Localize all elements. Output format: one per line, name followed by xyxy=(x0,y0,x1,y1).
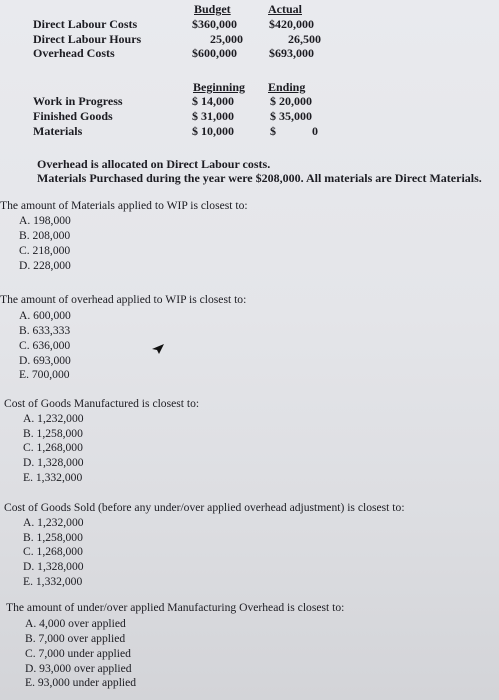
actual-value: $420,000 xyxy=(269,17,314,31)
answer-option[interactable]: B. 7,000 over applied xyxy=(25,632,126,645)
beginning-value: $ 10,000 xyxy=(192,124,234,138)
answer-option[interactable]: A. 600,000 xyxy=(19,309,71,322)
answer-option[interactable]: A. 4,000 over applied xyxy=(25,617,126,630)
answer-option[interactable]: D. 228,000 xyxy=(19,259,71,272)
ending-header: Ending xyxy=(268,80,306,94)
answer-option[interactable]: A. 1,232,000 xyxy=(23,516,84,529)
beginning-header: Beginning xyxy=(193,80,246,94)
budget-header: Budget xyxy=(194,2,231,16)
row-label: Overhead Costs xyxy=(33,46,115,60)
answer-option[interactable]: D. 693,000 xyxy=(19,354,71,367)
answer-option[interactable]: C. 7,000 under applied xyxy=(25,647,131,660)
ending-value: $ 35,000 xyxy=(270,109,312,123)
question-text: The amount of under/over applied Manufacturing Overhead is closest to: xyxy=(6,601,345,614)
answer-option[interactable]: D. 1,328,000 xyxy=(23,456,84,469)
answer-option[interactable]: B. 208,000 xyxy=(19,229,71,242)
budget-value: 25,000 xyxy=(210,32,243,46)
actual-header: Actual xyxy=(268,2,302,16)
row-label: Direct Labour Costs xyxy=(33,17,138,31)
row-label: Materials xyxy=(33,124,83,138)
answer-option[interactable]: E. 1,332,000 xyxy=(23,471,83,484)
answer-option[interactable]: E. 700,000 xyxy=(19,368,70,381)
answer-option[interactable]: A. 198,000 xyxy=(19,214,71,227)
budget-value: $600,000 xyxy=(192,46,237,60)
answer-option[interactable]: C. 1,268,000 xyxy=(23,441,83,454)
answer-option[interactable]: D. 93,000 over applied xyxy=(25,662,132,675)
actual-value: 26,500 xyxy=(288,32,321,46)
ending-value: $ 20,000 xyxy=(270,94,312,108)
beginning-value: $ 31,000 xyxy=(192,109,234,123)
question-text: Cost of Goods Manufactured is closest to: xyxy=(4,397,200,410)
answer-option[interactable]: A. 1,232,000 xyxy=(23,412,84,425)
actual-value: $693,000 xyxy=(269,46,314,60)
answer-option[interactable]: C. 218,000 xyxy=(19,244,71,257)
ending-value: 0 xyxy=(312,124,318,138)
row-label: Work in Progress xyxy=(33,94,123,108)
answer-option[interactable]: B. 633,333 xyxy=(19,324,71,337)
budget-value: $360,000 xyxy=(192,17,237,31)
row-label: Direct Labour Hours xyxy=(33,32,142,46)
answer-option[interactable]: D. 1,328,000 xyxy=(23,560,84,573)
answer-option[interactable]: C. 636,000 xyxy=(19,339,71,352)
answer-option[interactable]: C. 1,268,000 xyxy=(23,545,83,558)
answer-option[interactable]: E. 93,000 under applied xyxy=(25,676,137,689)
answer-option[interactable]: B. 1,258,000 xyxy=(23,531,83,544)
row-label: Finished Goods xyxy=(33,109,113,123)
answer-option[interactable]: B. 1,258,000 xyxy=(23,427,83,440)
beginning-value: $ 14,000 xyxy=(192,94,234,108)
question-text: The amount of overhead applied to WIP is closest to: xyxy=(0,293,247,306)
note-materials-purchased: Materials Purchased during the year were $208,000. All materials are Direct Materials. xyxy=(37,171,482,185)
note-overhead-allocation: Overhead is allocated on Direct Labour costs. xyxy=(37,157,271,171)
mouse-cursor-icon xyxy=(151,343,165,355)
question-text: The amount of Materials applied to WIP is closest to: xyxy=(0,199,248,212)
question-text: Cost of Goods Sold (before any under/over applied overhead adjustment) is closest to: xyxy=(4,501,405,514)
ending-symbol: $ xyxy=(270,124,276,138)
answer-option[interactable]: E. 1,332,000 xyxy=(23,575,83,588)
